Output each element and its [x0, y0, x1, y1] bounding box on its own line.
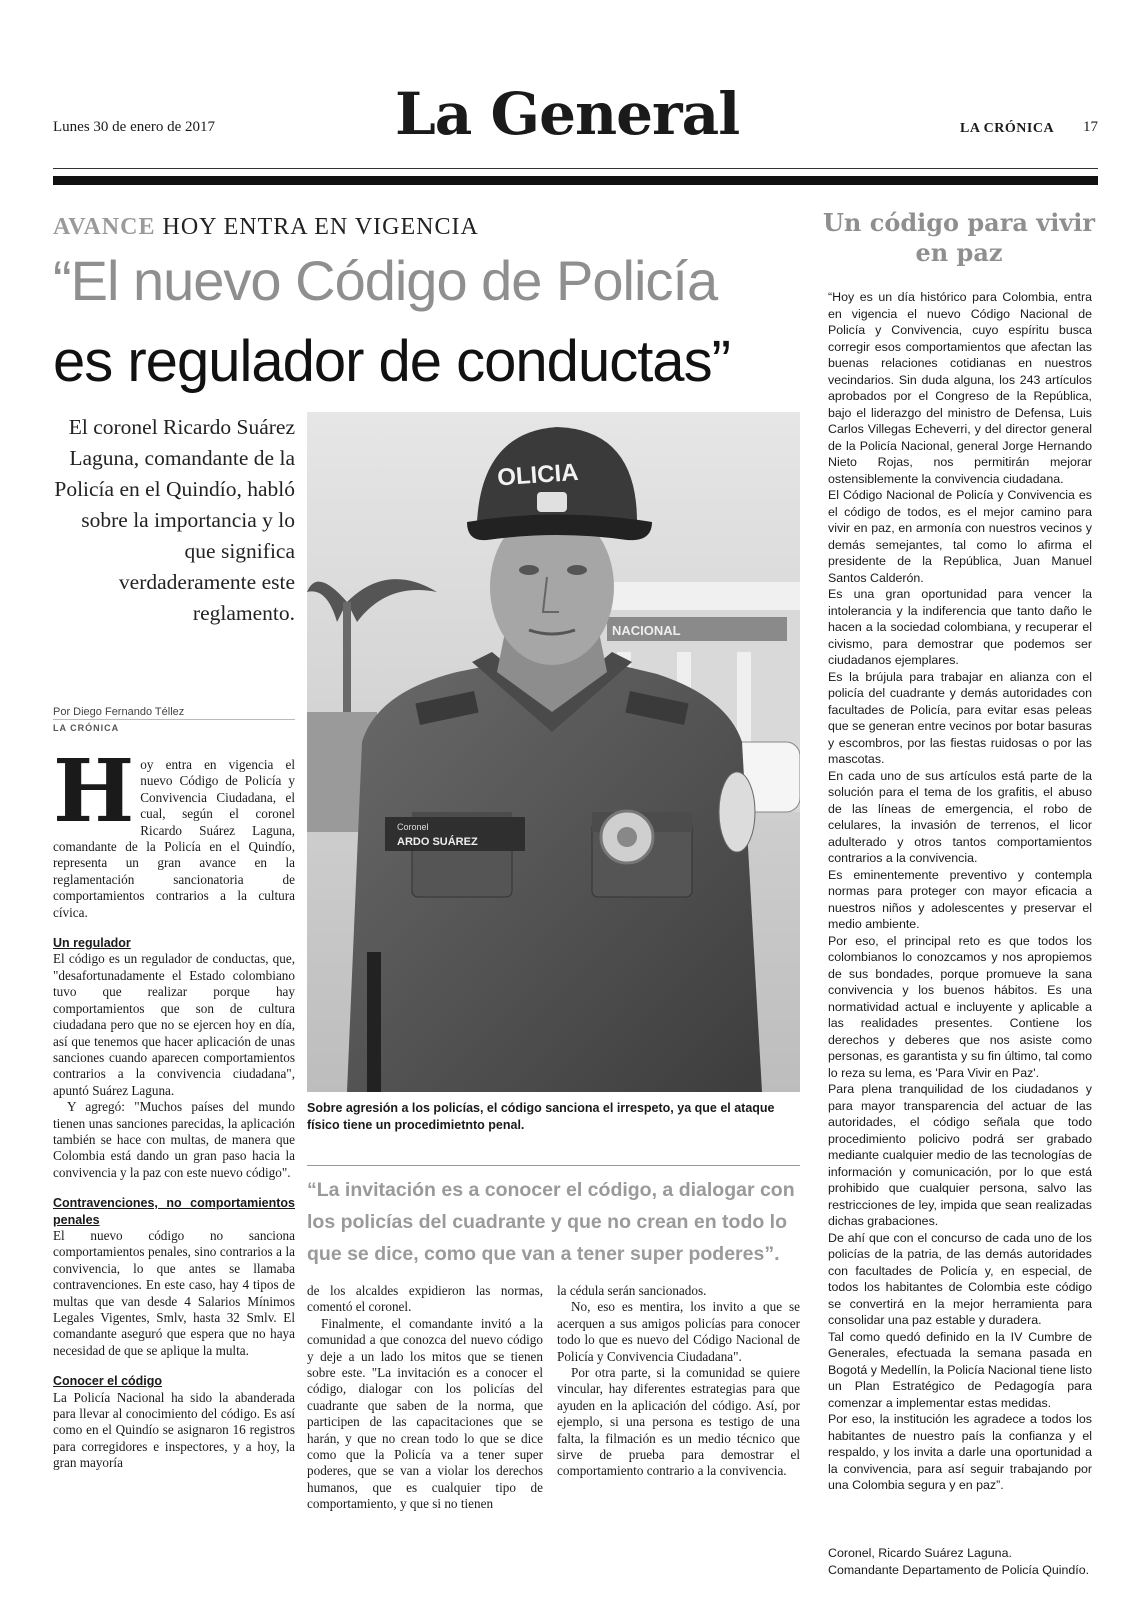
sidebar-paragraph: Por eso, el principal reto es que todos los colombianos lo conozcamos y nos apropiemos de sus bondades, porque promueve la sana convivencia y los buenos hábitos. Es una normatividad actual e incluyente y aplicable a las realidades presentes. Contiene los derechos y deberes que nos asiste como personas, es garantista y su fin último, tal como lo reza su lema, es 'Para Vivir en Paz'. — [828, 933, 1092, 1080]
headline-line-2: es regulador de conductas” — [53, 329, 730, 394]
lede-paragraph: El coronel Ricardo Suárez Laguna, comandante de la Policía en el Quindío, habló sobre la importancia y lo que significa verdaderamente este reglamento. — [54, 415, 295, 625]
article-column-3 — [557, 1283, 800, 1480]
paragraph: No, eso es mentira, los invito a que se acerquen a sus amigos policías para conocer todo lo que es nuevo del Código Nacional de Policía y Convivencia Ciudadana". — [557, 1299, 800, 1364]
sidebar-title: Un código para vivir en paz — [822, 208, 1096, 267]
subhead-un-regulador: Un regulador — [53, 936, 131, 951]
masthead-rule-thick — [53, 176, 1098, 185]
cap-lettering: OLICIA — [496, 458, 580, 492]
page-number: 17 — [1083, 119, 1098, 135]
kicker — [53, 214, 479, 241]
paragraph: Finalmente, el comandante invitó a la comunidad a que conozca del nuevo código y deje a un lado los mitos que se tienen sobre este. "La invitación es a conocer el código, dialogar con los policías del cuadrante que saben de la norma, que participen de las capacitaciones que se harán, y que no crean todo lo que se dice como que la Policía va a tener super poderes, que se van a violar los derechos humanos, que es cualquier tipo de comportamiento, y que si no tienen — [307, 1315, 543, 1512]
subhead-conocer-el-codigo: Conocer el código — [53, 1374, 163, 1389]
sidebar-paragraph: Es la brújula para trabajar en alianza con el policía del cuadrante y demás autoridades con facultades de Policía, para evitar esas peleas que se generan entre vecinos por botar basuras y escombros, por las fiestas ruidosas o por las mascotas. — [828, 669, 1092, 766]
sidebar-paragraph: Es una gran oportunidad para vencer la intolerancia y la indiferencia que tanto daño le hacen a la sociedad colombiana, y recuperar el civismo, para demostrar que podemos ser ciudadanos ejemplares. — [828, 587, 1092, 667]
pullquote-rule — [307, 1165, 800, 1166]
drop-cap: H — [53, 741, 135, 842]
section-title: La General — [395, 80, 740, 148]
headline-line-1: “El nuevo Código de Policía — [53, 249, 718, 312]
sidebar-paragraph: El Código Nacional de Policía y Convivencia es el código de todos, es el mejor camino para vivir en paz, en armonía con nuestros vecinos y demás semejantes, tal como lo afirma el presidente de la República, Juan Manuel Santos Calderón. — [828, 488, 1092, 585]
signature-name: Coronel, Ricardo Suárez Laguna. — [828, 1546, 1012, 1560]
signature-title: Comandante Departamento de Policía Quindío. — [828, 1562, 1090, 1577]
building-sign: NACIONAL — [612, 623, 681, 638]
photo-caption: Sobre agresión a los policías, el código sanciona el irrespeto, ya que el ataque físico tiene un procedimietnto penal. — [307, 1101, 775, 1132]
sidebar-paragraph: En cada uno de sus artículos está parte de la solución para el tema de los grafitis, el abuso de las líneas de emergencia, el robo de celulares, la invasión de terrenos, el licor adulterado y otros tantos comportamientos contrarios a la convivencia. — [828, 768, 1092, 865]
subhead-contravenciones: Contravenciones, no comportamientos penales — [53, 1196, 295, 1227]
byline-org: LA CRÓNICA — [53, 723, 120, 733]
sidebar-body — [828, 289, 1092, 1494]
paragraph: El nuevo código no sanciona comportamientos penales, sino contrarios a la convivencia, lo que antes se llamaba contravenciones. En este caso, hay 4 tipos de multas que van desde 4 Salarios Mínimos Legales Vigentes, Smlv, hasta 32 Smlv. El comandante aseguró que espera que no haya necesidad de que se aplique la multa. — [53, 1227, 295, 1358]
issue-date: Lunes 30 de enero de 2017 — [53, 119, 216, 135]
paragraph: de los alcaldes expidieron las normas, comentó el coronel. — [307, 1283, 543, 1315]
name-tag-name: ARDO SUÁREZ — [397, 836, 478, 848]
sidebar-paragraph: Por eso, la institución les agradece a todos los habitantes de nuestro país la confianza y el respaldo, y los invita a darle una oportunidad a la convivencia, para así seguir trabajando por una Colombia segura y en paz”. — [828, 1412, 1092, 1492]
paragraph: la cédula serán sancionados. — [557, 1283, 707, 1298]
officer-photo-illustration — [307, 412, 800, 1092]
kicker-text: HOY ENTRA EN VIGENCIA — [162, 214, 479, 240]
masthead-rule-thin — [53, 168, 1098, 169]
paragraph: La Policía Nacional ha sido la abanderada para llevar al conocimiento del código. Es así como en el Quindío se asignaron 16 registros para corregidores e inspectores, y a hoy, la gran mayoría — [53, 1389, 295, 1471]
sidebar-paragraph: Tal como quedó definido en la IV Cumbre de Generales, efectuada la semana pasada en Bogotá y Medellín, la Policía Nacional tiene listo un Plan Estratégico de Pedagogía para comenzar a implementar estas medidas. — [828, 1329, 1092, 1410]
sidebar-signature — [828, 1545, 1092, 1578]
newspaper-brand: LA CRÓNICA — [960, 121, 1055, 136]
sidebar-paragraph: De ahí que con el concurso de cada uno de los policías de la patria, de las demás autoridades con facultades de Policía y, en especial, de todos los habitantes de Colombia este código se convertirá en la mejor herramienta para consolidar una paz estable y duradera. — [828, 1230, 1092, 1327]
sidebar-paragraph: Para plena tranquilidad de los ciudadanos y para mayor transparencia del actuar de las autoridades, el código señala que todo procedimiento policivo podrá ser grabado mediante cualquier medio de las tecnologías de información y comunicación, por lo que está prohibido que cualquier persona, salvo las restricciones de ley, impida que sean realizadas dichas grabaciones. — [828, 1082, 1092, 1228]
kicker-label: AVANCE — [53, 214, 156, 240]
byline-rule — [53, 719, 295, 720]
sidebar-paragraph: “Hoy es un día histórico para Colombia, entra en vigencia el nuevo Código Nacional de Policía y Convivencia, cuyo espíritu busca corregir esos comportamientos que afectan las buenas relaciones cotidianas en nuestros vecindarios. Sin duda alguna, los 243 artículos aprobados por el Congreso de la República, bajo el liderazgo del ministro de Defensa, Luis Carlos Villegas Echeverri, y del director general de la Policía Nacional, general Jorge Hernando Nieto Rojas, nos permitirán mejorar ostensiblemente la convivencia ciudadana. — [828, 290, 1092, 486]
name-tag-rank: Coronel — [397, 822, 429, 832]
officer-photo — [307, 412, 800, 1092]
pull-quote: “La invitación es a conocer el código, a dialogar con los policías del cuadrante y que no crean en todo lo que se dice, como que van a tener super poderes”. — [307, 1179, 795, 1265]
sidebar-paragraph: Es eminentemente preventivo y contempla normas para proteger con mayor eficacia a nuestros niños y adolescentes y preservar el medio ambiente. — [828, 867, 1092, 931]
article-column-2 — [307, 1283, 543, 1513]
paragraph: El código es un regulador de conductas, que, "desafortunadamente el Estado colombiano tuvo que realizar porque hay comportamientos que son de cultura ciudadana pero que no se ejercen hoy en día, así que tenemos que hacer aplicación de unas sanciones cuando aparecen comportamientos contrarios a la convivencia ciudadana", apuntó Suárez Laguna. — [53, 951, 295, 1098]
article-column-1 — [53, 741, 295, 1472]
paragraph-intro: oy entra en vigencia el nuevo Código de Policía y Convivencia Ciudadana, el cual, según el coronel Ricardo Suárez Laguna, comandante de la Policía en el Quindío, representa un gran avance en la reglamentación sancionatoria de comportamientos contrarios a la cultura cívica. — [53, 757, 295, 920]
paragraph: Y agregó: "Muchos países del mundo tienen unas sanciones parecidas, la aplicación también se hace con multas, de manera que Colombia está dando un gran paso hacia la convivencia y la paz con este nuevo código". — [53, 1099, 295, 1180]
byline-author: Por Diego Fernando Téllez — [53, 706, 185, 718]
paragraph: Por otra parte, si la comunidad se quiere vincular, hay diferentes estrategias para que ayuden en la aplicación del código. Así, por ejemplo, si una persona es testigo de una falta, la filmación es un medio técnico que sirve de prueba para demostrar el comportamiento contrario a la convivencia. — [557, 1365, 800, 1479]
